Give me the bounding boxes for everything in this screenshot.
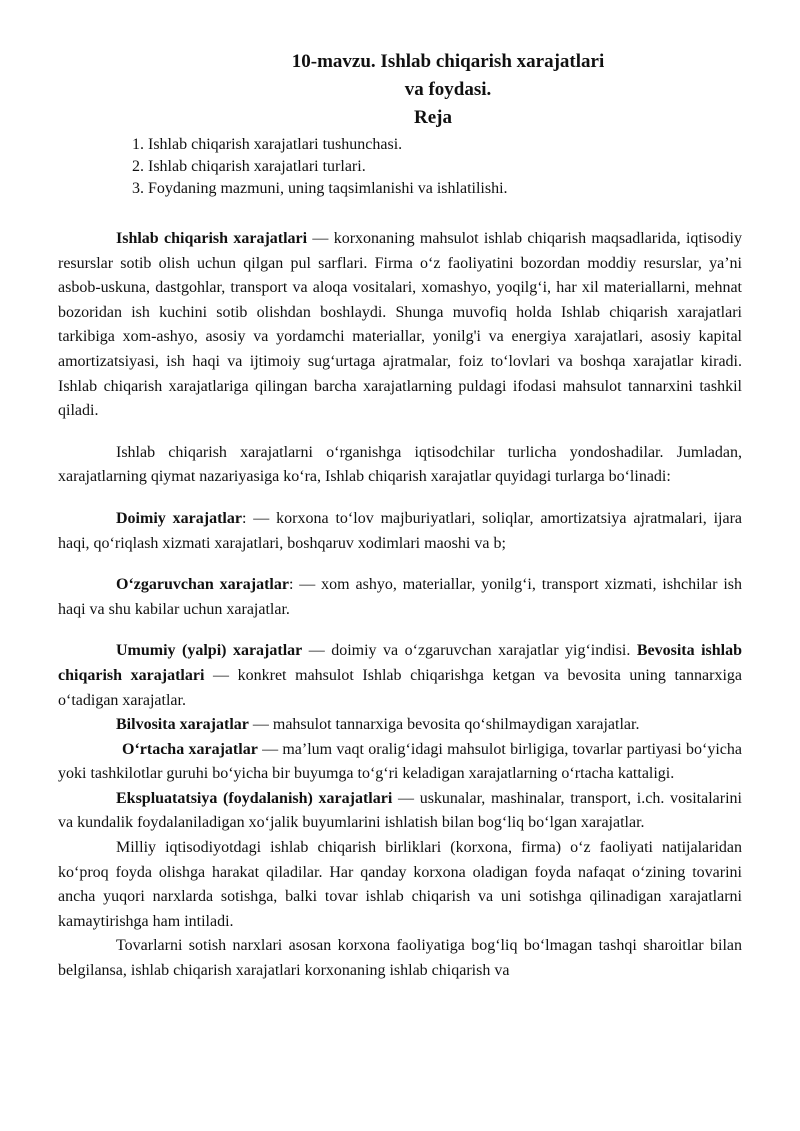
paragraph-text: — korxonaning mahsulot ishlab chiqarish maqsadlarida, iqtisodiy resurslar sotib olish uchun qilgan pul sarflari. Firma oʻz faoliyatini bozordan moddiy resurslar, yaʼni asbob-uskuna, dastgohlar, transport va aloqa vositalari, xomashyo, yoqilgʻi, har xil materiallarni, mehnat bozoridan ish kuchini sotib olishdan boshlaydi. Shunga muvofiq holda Ishlab chiqarish xarajatlari tarkibiga xom-ashyo, asosiy va yordamchi materiallar, yonilg'i va energiya xarajatlari, asosiy kapital amortizatsiyasi, ish haqi va ijtimoiy sugʻurtaga ajratmalar, foiz toʻlovlari va boshqa xarajatlar kiradi. Ishlab chiqarish xarajatlariga qilingan barcha xarajatlarning puldagi ifodasi mahsulot tannarxini tashkil qiladi. [58, 230, 742, 420]
paragraph-text: — maʼlum vaqt oraligʻidagi mahsulot birligiga, tovarlar partiyasi boʻyicha yoki tashkilotlar guruhi boʻyicha bir buyumga toʻgʻri keladigan xarajatlarning oʻrtacha kattaligi. [58, 740, 742, 783]
term: Oʻzgaruvchan xarajatlar [116, 576, 289, 594]
page-title: 10-mavzu. Ishlab chiqarish xarajatlari [291, 51, 605, 72]
term: Ishlab chiqarish xarajatlari [116, 230, 308, 247]
paragraph-text: : — korxona toʻlov majburiyatlari, soliqlar, amortizatsiya ajratmalari, ijara haqi, qoʻriqlash xizmati xarajatlari, boshqaruv xodimlari maoshi va b; [58, 509, 743, 552]
term: Bevosita ishlab chiqarish xarajatlari [58, 642, 743, 684]
paragraph-text: — doimiy va oʻzgaruvchan xarajatlar yigʻindisi. [302, 642, 637, 660]
plan-item: 2. Ishlab chiqarish xarajatlari turlari. [132, 158, 366, 175]
document-page [58, 48, 742, 984]
paragraph-text: : — xom ashyo, materiallar, yonilgʻi, transport xizmati, ishchilar ish haqi va shu kabilar uchun xarajatlar. [58, 576, 743, 618]
paragraph-variable-costs [58, 573, 742, 622]
plan-item: 1. Ishlab chiqarish xarajatlari tushunchasi. [132, 136, 403, 153]
paragraph-text: — uskunalar, mashinalar, transport, i.ch. vositalarini va kundalik foydalaniladigan xoʻjalik buyumlarini ishlatish bilan bogʻliq boʻlgan xarajatlar. [58, 789, 742, 832]
paragraph-average-costs [58, 738, 742, 787]
paragraph-text: Tovarlarni sotish narxlari asosan korxona faoliyatiga bogʻliq boʻlmagan tashqi sharoitlar bilan belgilansa, ishlab chiqarish xarajatlari korxonaning ishlab chiqarish va [58, 937, 742, 980]
term: Umumiy (yalpi) xarajatlar [116, 642, 303, 660]
term: Ekspluatatsiya (foydalanish) xarajatlari [116, 789, 393, 807]
paragraph-indirect-costs [58, 713, 742, 738]
paragraph-total-costs [58, 639, 742, 713]
paragraph-text: Milliy iqtisodiyotdagi ishlab chiqarish birliklari (korxona, firma) oʻz faoliyati natijalaridan koʻproq foyda olishga harakat qiladilar. Har qanday korxona oladigan foyda nafaqat oʻzining tovarini ancha yuqori narxlarda sotishga, balki tovar ishlab chiqarish va uni sotishga qilinadigan xarajatlarni kamaytirishga ham intiladi. [58, 839, 742, 930]
paragraph-approaches [58, 441, 742, 490]
paragraph-definition [58, 227, 742, 424]
term: Bilvosita xarajatlar [116, 716, 249, 734]
plan-heading: Reja [414, 107, 452, 128]
plan-list [132, 134, 742, 200]
plan-item: 3. Foydaning mazmuni, uning taqsimlanishi va ishlatilishi. [132, 180, 508, 197]
paragraph-text: — konkret mahsulot Ishlab chiqarishga ketgan va bevosita uning tannarxiga oʻtadigan xarajatlar. [58, 666, 742, 709]
page-title-continued: va foydasi. [404, 79, 492, 100]
paragraph-text: — mahsulot tannarxiga bevosita qoʻshilmaydigan xarajatlar. [248, 716, 640, 734]
paragraph-operating-costs [58, 787, 742, 836]
paragraph-fixed-costs [58, 507, 742, 556]
paragraph-profit [58, 836, 742, 934]
term: Doimiy xarajatlar [116, 509, 242, 527]
paragraph-text: Ishlab chiqarish xarajatlarni oʻrganishga iqtisodchilar turlicha yondoshadilar. Jumladan, xarajatlarning qiymat nazariyasiga koʻra, Ishlab chiqarish xarajatlar quyidagi turlarga boʻlinadi: [58, 443, 742, 486]
paragraph-prices [58, 934, 742, 983]
term: Oʻrtacha xarajatlar [122, 740, 258, 758]
